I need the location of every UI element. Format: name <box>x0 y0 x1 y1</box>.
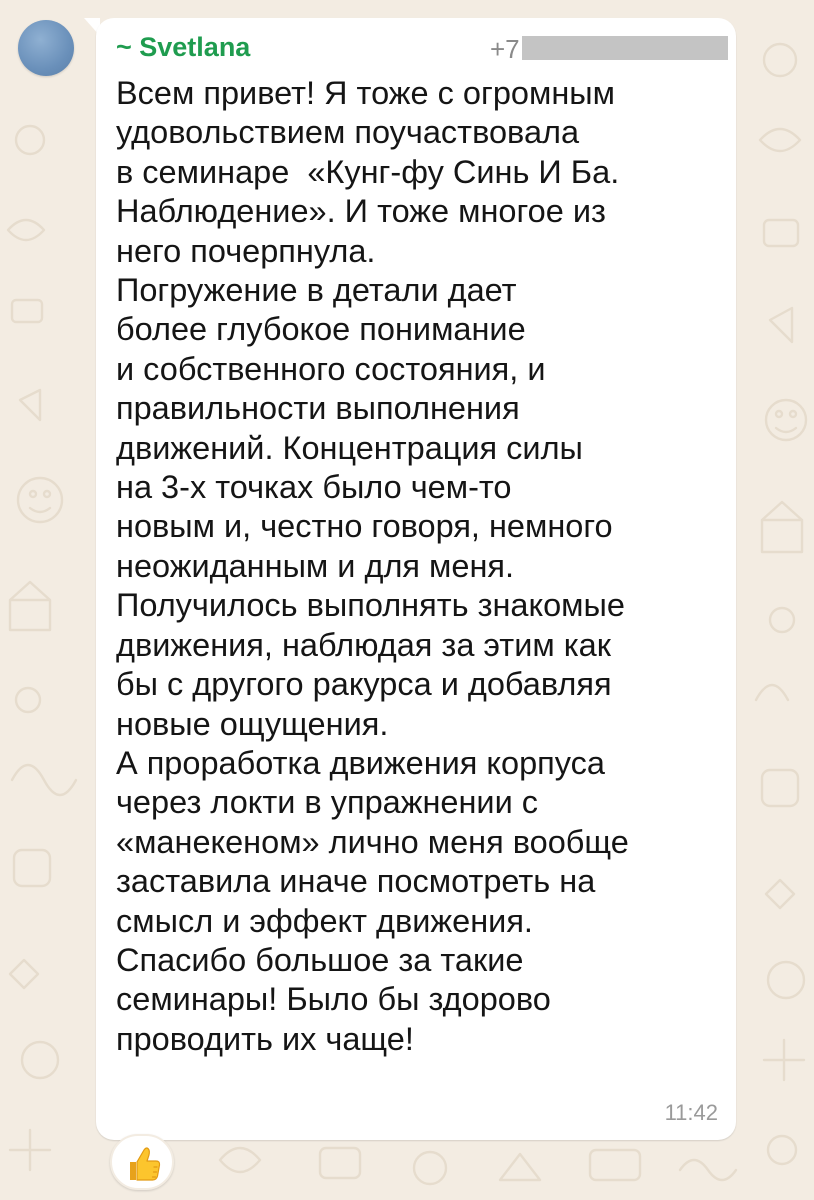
sender-phone: +7 <box>490 34 520 64</box>
reaction-badge[interactable] <box>110 1134 174 1190</box>
sender-avatar[interactable] <box>18 20 74 76</box>
message-time: 11:42 <box>664 1100 718 1125</box>
sender-header <box>116 32 716 66</box>
phone-redaction-bar <box>522 36 728 60</box>
message-text: Всем привет! Я тоже с огромным удовольствием поучаствовала в семинаре «Кунг-фу Синь И Ба. Наблюдение». И тоже многое из него почерпнула. Погружение в детали дает более глубокое понимание и собственного состояния, и правильности выполнения движений. Концентрация силы на 3-х точках было чем-то новым и, честно говоря, немного неожиданным и для меня. Получилось выполнять знакомые движения, наблюдая за этим как бы с другого ракурса и добавляя новые ощущения. А проработка движения корпуса через локти в упражнении с «манекеном» лично меня вообще заставила иначе посмотреть на смысл и эффект движения. Спасибо большое за такие семинары! Было бы здорово проводить их чаще! <box>116 75 629 1057</box>
message-bubble[interactable] <box>96 18 736 1140</box>
thumbs-up-icon <box>124 1144 164 1184</box>
sender-name[interactable]: ~ Svetlana <box>116 32 251 62</box>
